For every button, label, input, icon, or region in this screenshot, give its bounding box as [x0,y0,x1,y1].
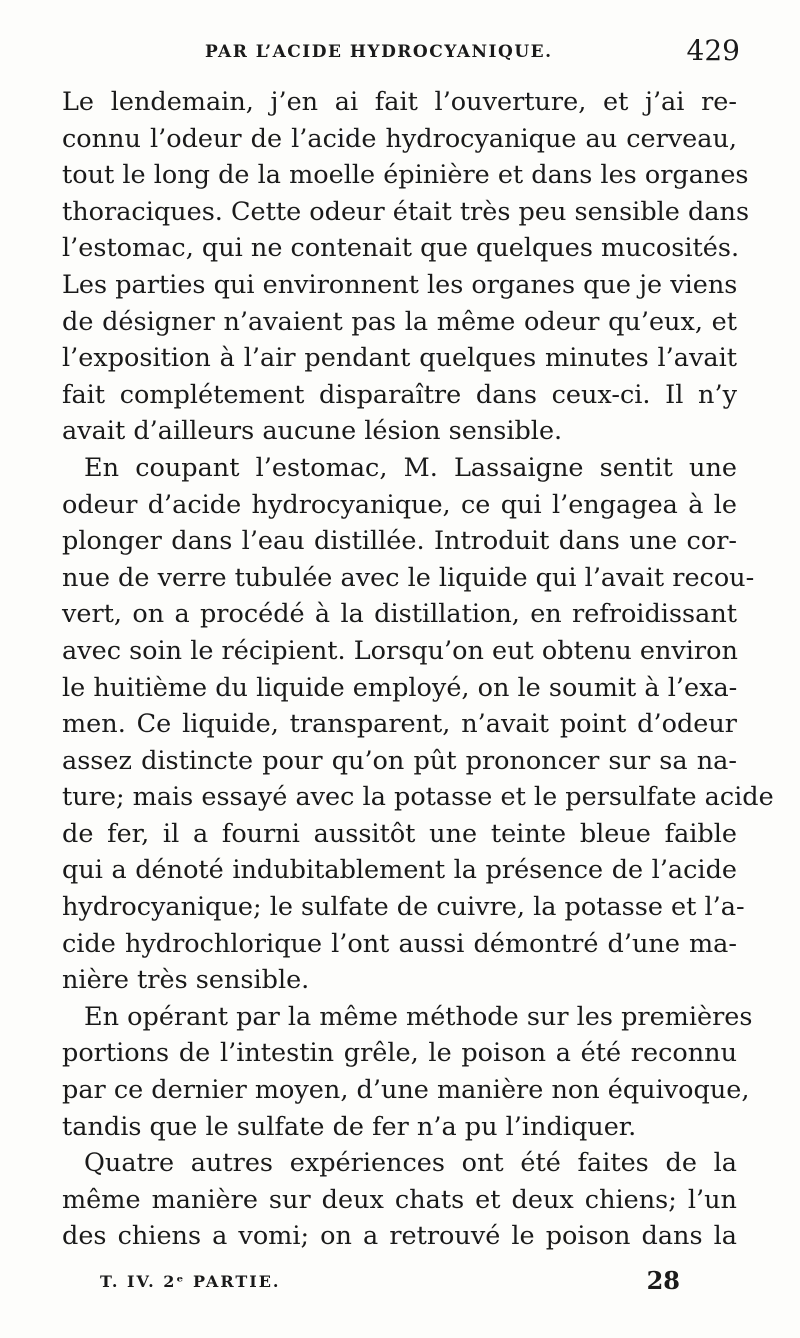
text-line: Les parties qui environnent les organes que je viens [62,269,738,300]
text-line: de désigner n’avaient pas la même odeur qu’eux, et [62,306,737,337]
page-footer [100,1266,700,1302]
text-line: avec soin le récipient. Lorsqu’on eut obtenu environ [62,635,738,666]
body-text [62,84,774,1255]
text-line: ture; mais essayé avec la potasse et le persulfate acide [62,782,774,813]
text-line: même manière sur deux chats et deux chiens; l’un [62,1184,737,1215]
text-line: fait complétement disparaître dans ceux-ci. Il n’y [62,379,737,410]
text-line: En opérant par la même méthode sur les premières [84,1001,753,1032]
text-line: Le lendemain, j’en ai fait l’ouverture, et j’ai re- [62,87,737,117]
text-line: des chiens a vomi; on a retrouvé le poison dans la [62,1221,737,1252]
text-line: tandis que le sulfate de fer n’a pu l’indiquer. [62,1111,637,1142]
text-line: portions de l’intestin grêle, le poison a été reconnu [62,1038,737,1069]
text-line: connu l’odeur de l’acide hydrocyanique au cerveau, [62,123,737,154]
text-line: le huitième du liquide employé, on le soumit à l’exa- [62,672,738,703]
text-line: assez distincte pour qu’on pût prononcer sur sa na- [62,745,737,776]
text-line: men. Ce liquide, transparent, n’avait point d’odeur [62,709,737,740]
text-line: En coupant l’estomac, M. Lassaigne sentit une [84,452,737,483]
running-head [80,34,740,74]
text-line: vert, on a procédé à la distillation, en refroidissant [62,599,737,630]
text-line: qui a dénoté indubitablement la présence de l’acide [62,855,737,886]
text-line: nue de verre tubulée avec le liquide qui l’avait recou- [62,562,755,593]
text-line: par ce dernier moyen, d’une manière non équivoque, [62,1075,750,1106]
text-line: plonger dans l’eau distillée. Introduit dans une cor- [62,526,737,557]
text-line: Quatre autres expériences ont été faites de la [84,1148,737,1179]
text-line: de fer, il a fourni aussitôt une teinte bleue faible [62,818,737,849]
text-line: cide hydrochlorique l’ont aussi démontré d’une ma- [62,928,737,959]
sheet-number: 28 [646,1266,680,1295]
text-line: tout le long de la moelle épinière et dans les organes [62,160,749,191]
text-line: odeur d’acide hydrocyanique, ce qui l’engagea à le [62,489,737,520]
text-line: l’exposition à l’air pendant quelques minutes l’avait [62,343,737,374]
text-line: hydrocyanique; le sulfate de cuivre, la potasse et l’a- [62,892,745,923]
page-number: 429 [686,34,740,67]
text-line: nière très sensible. [62,965,310,996]
running-title: PAR L’ACIDE HYDROCYANIQUE. [205,42,553,62]
text-line: l’estomac, qui ne contenait que quelques mucosités. [62,233,740,264]
text-line: avait d’ailleurs aucune lésion sensible. [62,416,563,447]
text-line: thoraciques. Cette odeur était très peu sensible dans [62,196,750,227]
signature-mark: T. IV. 2ᵉ PARTIE. [100,1272,281,1291]
